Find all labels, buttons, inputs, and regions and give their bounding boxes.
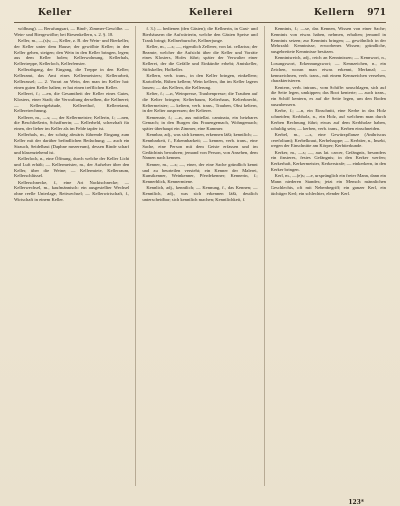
entry-paragraph: Kelter, f.; —n, Weinpresse, Traubenpresse; die Trauben auf die Kelter bringen; Kelterbaum, Kelterhaus, Kelterknecht, Keltermeister; — keltern, verb. trans., Trauben, Obst keltern, in der Kelter auspressen; der Kelterer. (142, 91, 258, 114)
entry-paragraph: f. 3.) — bedienen (den Gästen); die Kellnerin, in Gast- und Bierhäusern die Aufwärterin, welche den Gästen Speise und Trank bringt; Kellnerbursche, Kellnerjunge. (142, 26, 258, 43)
entry-paragraph: Kerl, m., —(e)s; —e, ursprünglich ein freier Mann, dann ein Mann niederen Standes; jetzt ein Mensch männlichen Geschlechts, oft mit Nebenbegriff; ein ganzer Kerl, ein tüchtiger Kerl; ein schlechter, elender Kerl. (270, 173, 386, 196)
header-right-word: Kellern (314, 8, 355, 18)
column-middle (142, 26, 257, 486)
entry-paragraph: Kellerabgang, der Eingang, die Treppe in den Keller; Kelleramt, das Amt eines Kellermeisters; Kellerarbeit, Kellerassel; — 2. Vorrat an Wein, den man im Keller hat: einen guten Keller halten; er hat einen trefflichen Keller. (14, 67, 130, 90)
entry-paragraph: Kellerei, f.; —en, die Gesamtheit der Keller eines Gutes, Klosters, einer Stadt; die Verwaltung derselben, die Kellnerei; — Kellereigebäude, Kellereihof, Kellereiamt, Kellereirechnung. (14, 91, 130, 114)
page-header (14, 8, 386, 22)
header-rule (14, 22, 386, 23)
entry-paragraph: Kenner, m., —s; —, einer, der eine Sache gründlich kennt und zu beurteilen versteht; ein Kenner der Malerei, Kunstkenner, Weinkenner, Pferdekenner; Kennerin, f.; Kennerblick, Kennermiene. (142, 161, 258, 185)
entry-paragraph: wölbung). — Berufungsart, — Bind-, Zimmer-Gewölbe. — Wein- und Biergewölbe; bei Riesenkellern, s. 2. §. 18. (14, 26, 130, 37)
page-number: 971 (367, 8, 386, 18)
signature-text: 123* (348, 499, 364, 506)
entry-paragraph: Kellerhals, m., der schräg abwärts führende Eingang zum Keller mit der darüber befindlichen Bedachung; — auch ein Strauch, Seidelbast (Daphne mezereum), dessen Rinde scharf und blasenziehend ist. (14, 132, 130, 155)
entry-paragraph: Keller, m., —(s)s; —, Keller, z. B. der Wein- und Bierkeller, der Keller unter dem Hause; der gewölbte Keller; in den Keller gehen, steigen; den Wein in den Keller bringen, legen; aus dem Keller holen; Kellerwohnung, Kellerhals, Kellertreppe, Kellerloch, Kellerfenster. (14, 38, 130, 67)
entry-paragraph: Keller, m., —s; —, eigentlich Zellerer, von lat. cellarius; der Beamte, welcher die Aufsicht über die Keller und Vorräte eines Klosters, Hofes führt; später der Verwalter einer Kellerei, der die Gefälle und Einkünfte erhebt; Amtskeller, Stiftskeller, Hofkeller. (142, 43, 258, 72)
entry-paragraph: Kennlich, adj., kenntlich; — Kennung, f., das Kennen; — Kenntlich, adj., was sich erkennen läßt, deutlich unterscheidbar; sich kenntlich machen; Kenntlichkeit, f. (142, 185, 258, 202)
entry-paragraph: Kellern, verb. trans., in den Keller bringen, einkellern; Kartoffeln, Rüben kellern; Wein kellern, ihn im Keller lagern lassen; — das Kellern, die Kellerung. (142, 73, 258, 90)
entry-paragraph: Kellerloch, n., eine Öffnung, durch welche der Keller Licht und Luft erhält; — Kellermeister, m., der Aufseher über den Keller, über die Weine; — Kellermiete, Kellerraum, Kellerschlüssel. (14, 156, 130, 179)
text-columns (14, 26, 386, 486)
entry-paragraph: Kerbel, m., —s, eine Gewürzpflanze (Anthriscus cerefolium); Kerbelkraut, Kerbelsuppe; — Kerbtier, n., Insekt, wegen der Einschnitte am Körper; Kerbtierkunde. (270, 131, 386, 149)
entry-paragraph: Kentern, verb. intrans., vom Schiffe: umschlagen, sich auf die Seite legen, umkippen; das Boot kenterte; — auch trans., ein Schiff kentern, es auf die Seite legen, um den Boden auszubessern. (270, 84, 386, 107)
column-divider (135, 26, 136, 486)
header-middle-word: Kellerei (189, 8, 233, 18)
entry-paragraph: Kennbar, adj., was sich kennen, erkennen läßt; kenntlich; — Kennbarkeit, f., Erkennbarkeit; — kennen, verb. trans., eine Sache, eine Person mit dem Geiste erfassen und im Gedächtnis bewahren; jemand von Person, von Ansehen, dem Namen nach kennen. (142, 132, 258, 161)
entry-paragraph: Kellerschnecke, f., eine Art Nacktschnecke; — Kellerwechsel, m., kaufmännisch: ein ausgestellter Wechsel ohne reelle Unterlage, Reitwechsel; — Kellerwirtschaft, f., Wirtschaft in einem Keller. (14, 179, 130, 202)
entry-paragraph: Kenntnisreich, adj., reich an Kenntnissen; — Kennwort, n., Losungswort, Erkennungswort; — Kennzeichen, n., ein Zeichen, woran man etwas erkennt, Merkmal; — kennzeichnen, verb. trans., mit einem Kennzeichen versehen, charakterisieren. (270, 55, 386, 84)
entry-paragraph: Kerbe, f.; —n, ein Einschnitt, eine Kerbe in das Holz schneiden; Kerbholz, n., ein Holz, auf welchem man durch Kerben Rechnung führt; etwas auf dem Kerbholze haben, schuldig sein; — kerben, verb. trans., Kerben einschneiden. (270, 108, 386, 131)
column-left (14, 26, 129, 486)
entry-paragraph: Kellerer, m., —s; —, der Kellermeister; Kellerin, f.; —nen, die Beschließerin, Schaffnerin; — Kellerheld, scherzhaft für einen, der lieber im Keller als im Felde tapfer ist. (14, 114, 130, 132)
column-divider (264, 26, 265, 486)
header-left-word: Keller (38, 8, 72, 18)
entry-paragraph: Kenntnis, f.; —se, das Kennen, Wissen von einer Sache; Kenntnis von etwas haben, nehmen, erhalten; jemand in Kenntnis setzen; zur Kenntnis bringen; — gewöhnlich in der Mehrzahl: Kenntnisse, erworbenes Wissen; gründliche, ausgebreitete Kenntnisse besitzen. (270, 26, 386, 54)
column-right (271, 26, 386, 486)
entry-paragraph: Kemenate, f.; —n, aus mittellat. caminata, ein heizbares Gemach; in den Burgen das Frauengemach, Wohngemach; später überhaupt ein Zimmer, eine Kammer. (142, 114, 258, 132)
entry-paragraph: Kerker, m., —s; —, aus lat. carcer, Gefängnis, besonders ein finsteres, festes Gefängnis; in den Kerker werfen; Kerkerhaft, Kerkermeister, Kerkerstrafe; — einkerkern, in den Kerker bringen. (270, 149, 386, 172)
